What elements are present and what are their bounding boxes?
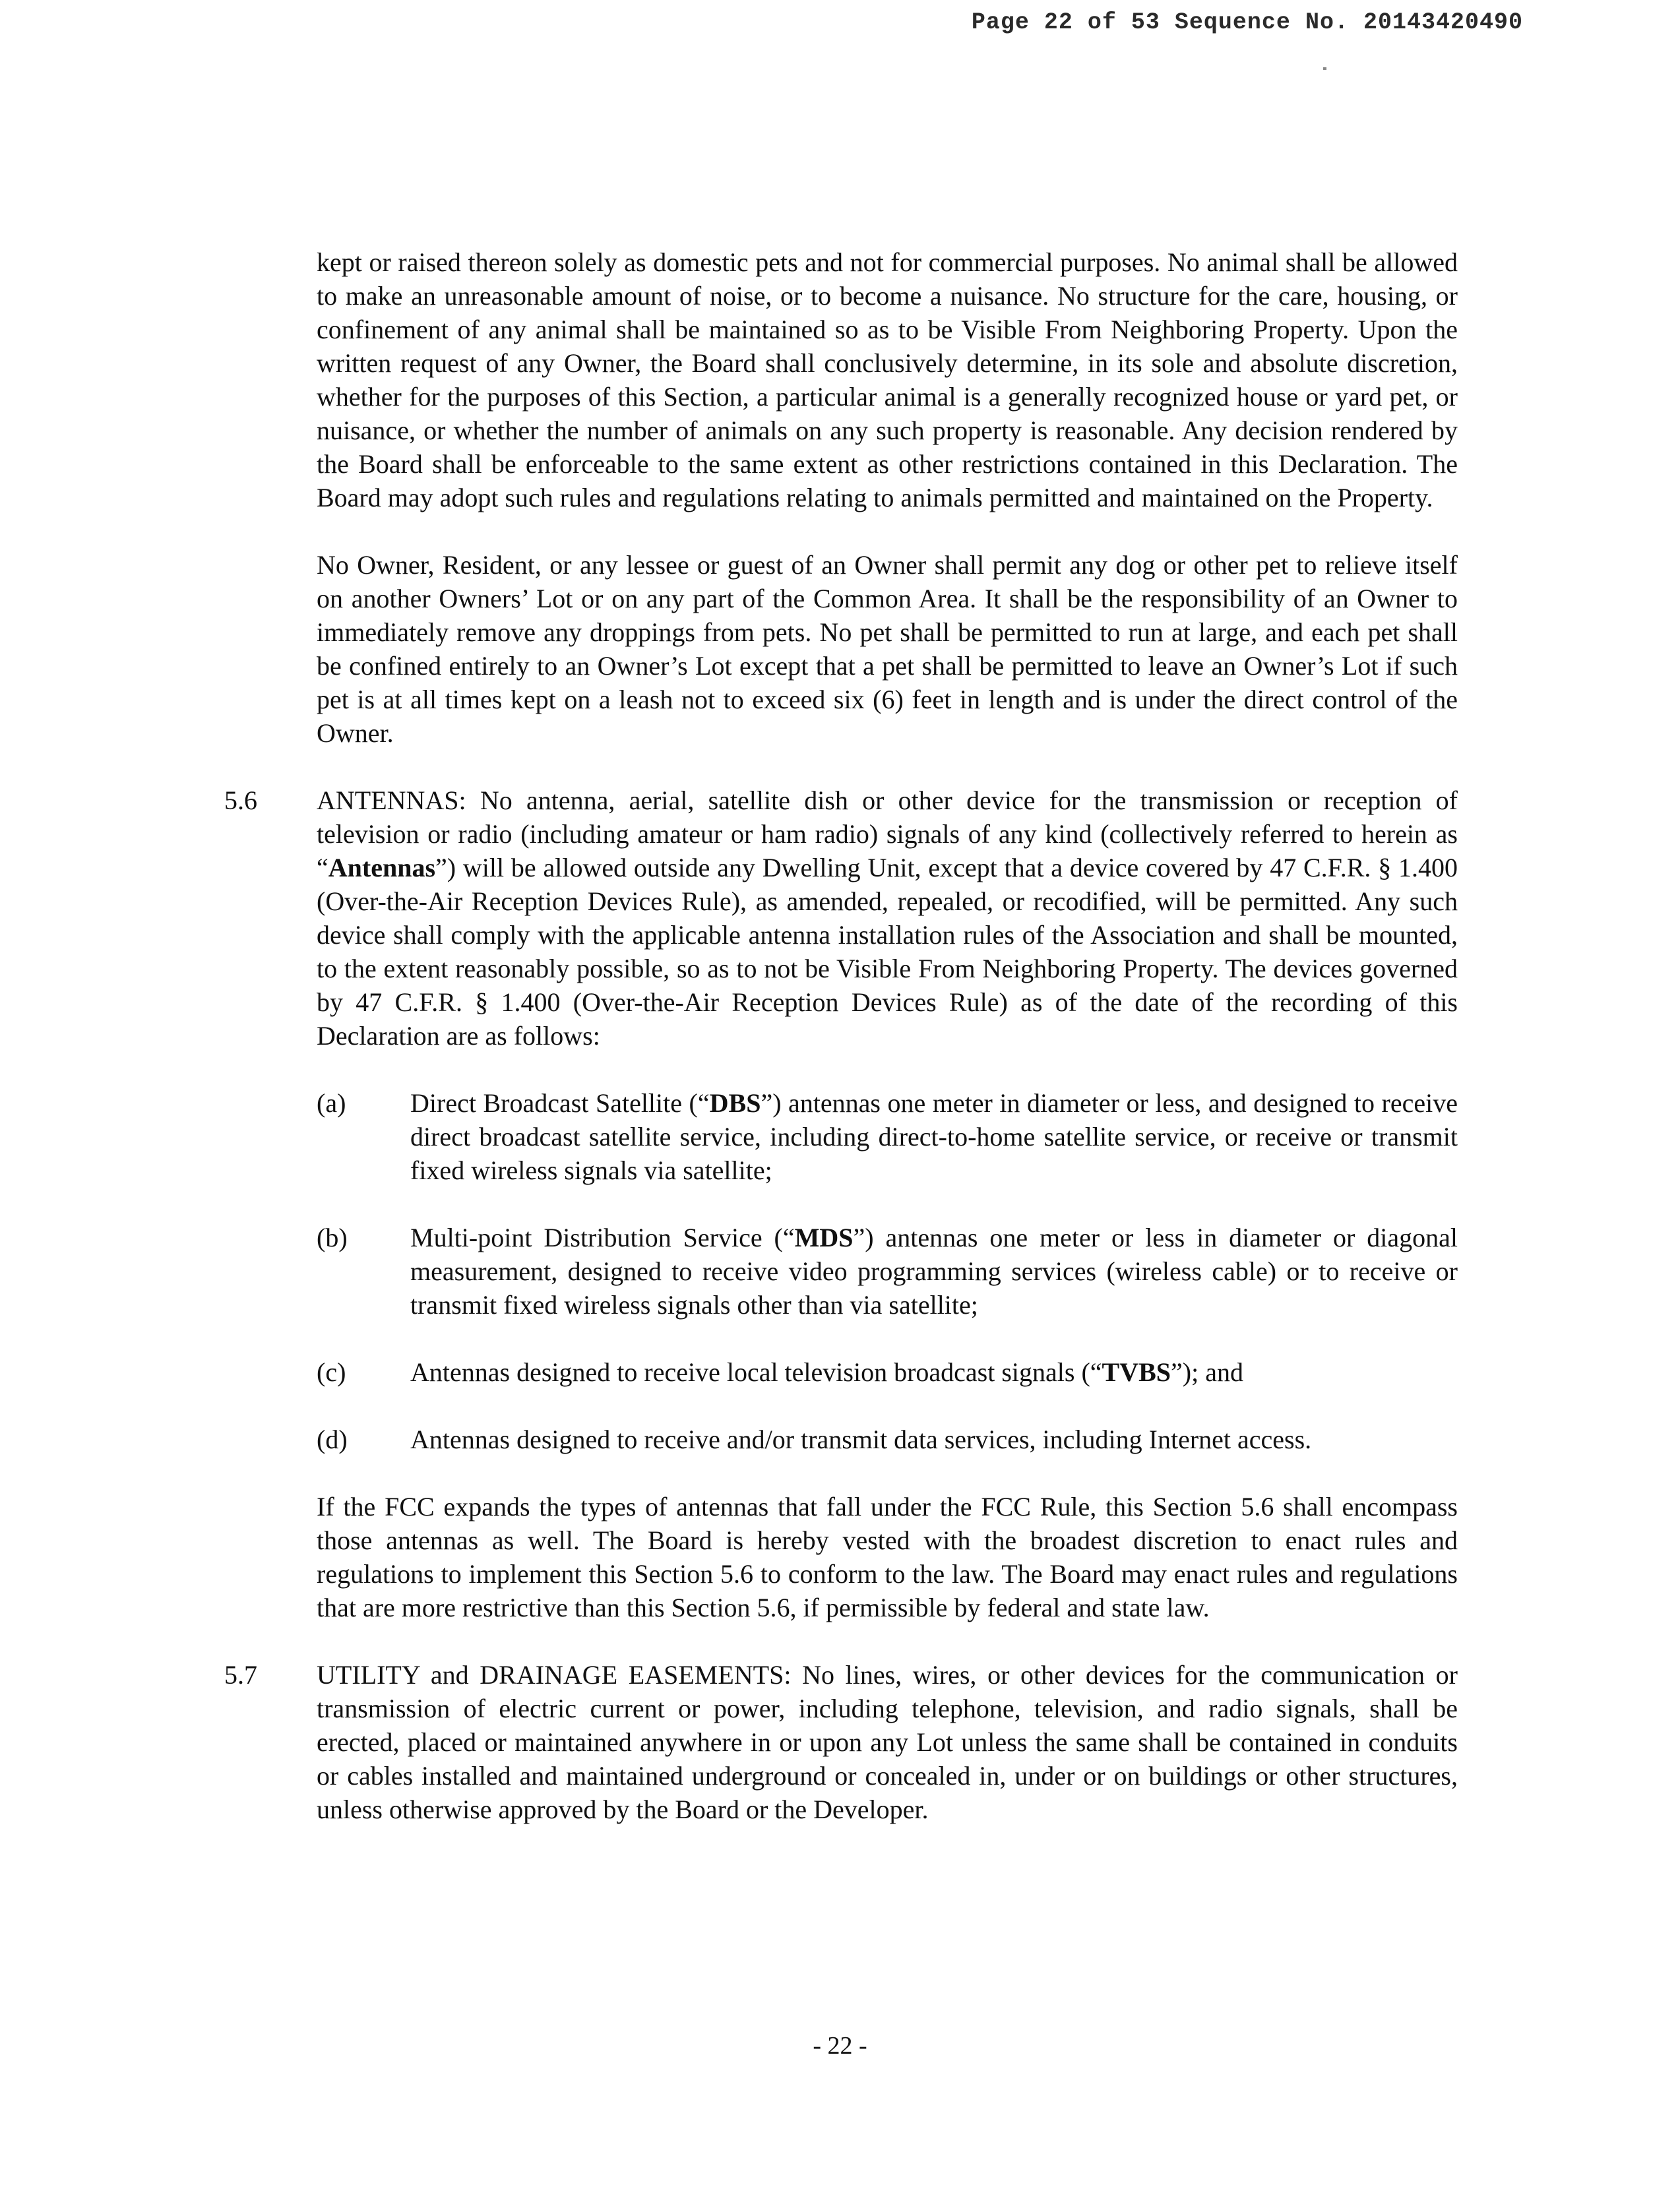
document-body <box>224 245 1458 1860</box>
section-text: UTILITY and DRAINAGE EASEMENTS: No lines, wires, or other devices for the communication or transmission of electric current or power, including telephone, television, and radio signals, shall be erected, placed or maintained anywhere in or upon any Lot unless the same shall be contained in conduits or cables installed and maintained underground or concealed in, under or on buildings or other structures, unless otherwise approved by the Board or the Developer. <box>317 1660 1458 1824</box>
list-text-part: ”) antennas one meter in diameter or less, and designed to receive direct broadcast satellite service, including direct-to-home satellite service, or receive or transmit fixed wireless signals via satellite; <box>410 1088 1458 1185</box>
list-text <box>410 1355 1458 1389</box>
list-item-b <box>317 1221 1458 1322</box>
list-label: (c) <box>317 1357 346 1387</box>
section-5-7 <box>224 1658 1458 1826</box>
list-text <box>410 1221 1458 1322</box>
list-label: (d) <box>317 1425 348 1454</box>
list-text-part: Multi-point Distribution Service (“ <box>410 1223 795 1252</box>
list-item-d <box>317 1423 1458 1456</box>
paragraph-fcc: If the FCC expands the types of antennas that fall under the FCC Rule, this Section 5.6 shall encompass those antennas as well. The Board is hereby vested with the broadest discretion to enact rules and regulations to implement this Section 5.6 to conform to the law. The Board may enact rules and regulations that are more restrictive than this Section 5.6, if permissible by federal and state law. <box>317 1492 1458 1622</box>
list-text-part: Antennas designed to receive and/or transmit data services, including Internet access. <box>410 1425 1312 1454</box>
list-text-part: ”) antennas one meter or less in diameter or diagonal measurement, designed to receive video programming services (wireless cable) or to receive or transmit fixed wireless signals other than via satellite; <box>410 1223 1458 1320</box>
section-text-part: ”) will be allowed outside any Dwelling Unit, except that a device covered by 47 C.F.R. § 1.400 (Over-the-Air Reception Devices Rule), as amended, repealed, or recodified, will be permitted. Any such device shall comply with the applicable antenna installation rules of the Association and shall be mounted, to the extent reasonably possible, so as to not be Visible From Neighboring Property. The devices governed by 47 C.F.R. § 1.400 (Over-the-Air Reception Devices Rule) as of the date of the recording of this Declaration are as follows: <box>317 853 1458 1051</box>
defined-term: MDS <box>794 1223 854 1252</box>
list-label: (b) <box>317 1223 348 1252</box>
list-text-part: Antennas designed to receive local television broadcast signals (“ <box>410 1357 1102 1387</box>
paragraph-animals: kept or raised thereon solely as domestic pets and not for commercial purposes. No animal shall be allowed to make an unreasonable amount of noise, or to become a nuisance. No structure for the care, housing, or confinement of any animal shall be maintained so as to be Visible From Neighboring Property. Upon the written request of any Owner, the Board shall conclusively determine, in its sole and absolute discretion, whether for the purposes of this Section, a particular animal is a generally recognized house or yard pet, or nuisance, or whether the number of animals on any such property is reasonable. Any decision rendered by the Board shall be enforceable to the same extent as other restrictions contained in this Declaration. The Board may adopt such rules and regulations relating to animals permitted and maintained on the Property. <box>317 247 1458 512</box>
list-text-part: Direct Broadcast Satellite (“ <box>410 1088 710 1118</box>
section-number: 5.6 <box>224 785 257 815</box>
defined-term: DBS <box>709 1088 761 1118</box>
paragraph-pets: No Owner, Resident, or any lessee or guest of an Owner shall permit any dog or other pet to relieve itself on another Owners’ Lot or on any part of the Common Area. It shall be the responsibility of an Owner to immediately remove any droppings from pets. No pet shall be permitted to run at large, and each pet shall be confined entirely to an Owner’s Lot except that a pet shall be permitted to leave an Owner’s Lot if such pet is at all times kept on a leash not to exceed six (6) feet in length and is under the direct control of the Owner. <box>317 550 1458 748</box>
list-text <box>410 1086 1458 1187</box>
scan-speck <box>1323 67 1326 70</box>
page-header: Page 22 of 53 Sequence No. 20143420490 <box>971 9 1523 36</box>
section-number: 5.7 <box>224 1660 257 1690</box>
defined-term: TVBS <box>1102 1357 1171 1387</box>
section-text <box>317 783 1458 1053</box>
list-text-part: ”); and <box>1171 1357 1243 1387</box>
list-text <box>410 1423 1458 1456</box>
page-number: - 22 - <box>813 2032 867 2060</box>
section-5-6 <box>224 783 1458 1053</box>
list-label: (a) <box>317 1088 346 1118</box>
defined-term: Antennas <box>328 853 436 882</box>
list-item-c <box>317 1355 1458 1389</box>
section-text-part: ANTENNAS: No antenna, aerial, satellite dish or other device for the transmission or reception of television or radio (including amateur or ham radio) signals of any kind (collectively referred to herein as “ <box>317 785 1458 882</box>
list-item-a <box>317 1086 1458 1187</box>
